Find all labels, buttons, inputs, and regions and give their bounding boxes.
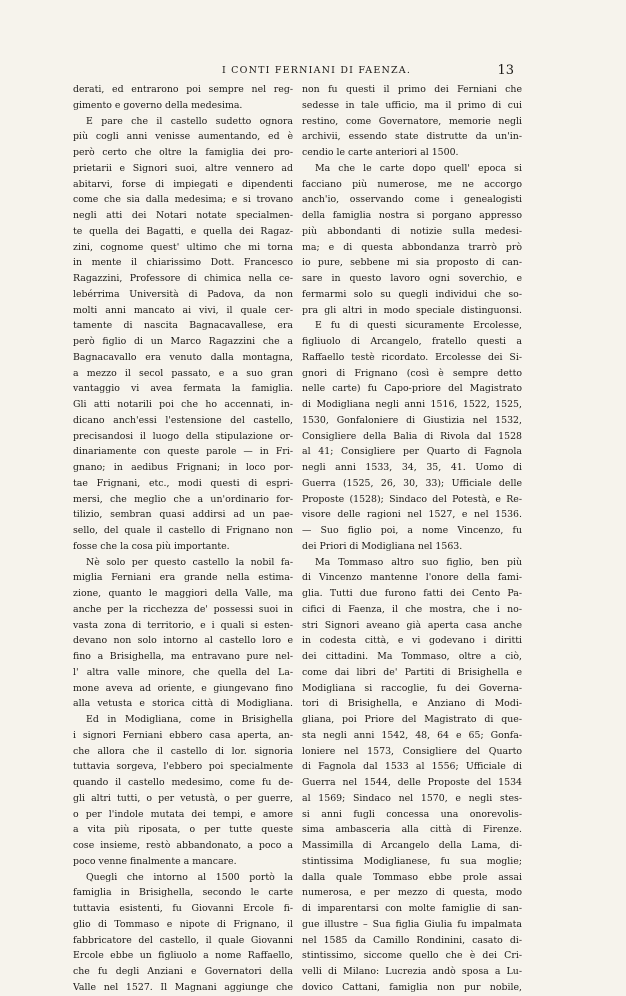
text-line: Gli atti notarili poi che ho accennati, in- [73, 399, 293, 410]
text-line: numerosa, e per mezzo di questa, modo [302, 887, 522, 899]
text-line: come dai libri de' Partiti di Brisighella e [302, 666, 522, 678]
text-line: molti anni mancato ai vivi, il quale cer- [73, 304, 293, 316]
text-line: Raffaello testè ricordato. Ercolesse dei Si- [302, 351, 522, 363]
text-line: più abbondanti di notizie sulla medesi- [302, 225, 522, 237]
text-line: in codesta città, e vi godevano i diritti [302, 635, 522, 647]
text-line: 1530, Gonfaloniere di Giustizia nel 1532, [302, 414, 522, 426]
text-line: Modigliana si raccoglie, fu dei Governa- [302, 682, 522, 694]
text-line: E fu di questi sicuramente Ercolesse, [315, 320, 522, 332]
text-line: Consigliere della Balia di Rivola dal 1528 [302, 430, 522, 442]
text-line: gue illustre – Sua figlia Giulia fu impalmata [302, 918, 522, 930]
text-line: gliana, poi Priore del Magistrato di que- [302, 714, 522, 725]
text-line: tuttavia esistenti, fu Giovanni Ercole fi- [73, 903, 293, 914]
text-line: sta negli anni 1542, 48, 64 e 65; Gonfa- [302, 729, 522, 741]
text-line: Ed in Modigliana, come in Brisighella [86, 714, 293, 725]
text-line: alla vetusta e storica città di Modigliana. [73, 698, 293, 710]
running-header [72, 64, 514, 80]
running-title: I CONTI FERNIANI DI FAENZA. [222, 65, 412, 76]
text-line: dicano anch'essi l'estensione del castello, [73, 414, 293, 426]
text-line: Valle nel 1527. Il Magnani aggiunge che [73, 981, 293, 993]
text-line: della famiglia nostra si porgano appresso [302, 210, 522, 221]
text-line: fosse che la cosa più importante. [73, 540, 230, 552]
text-line: di Modigliana negli anni 1516, 1522, 1525, [302, 399, 522, 410]
text-line: Ma che le carte dopo quell' epoca si [315, 162, 522, 174]
text-line: zione, quanto le maggiori della Valle, ma [73, 588, 293, 599]
text-line: tae Frignani, etc., modi questi di espri- [73, 477, 293, 489]
text-line: stintissimo, siccome quello che è dei Cri- [302, 950, 522, 962]
text-line: precisandosi il luogo della stipulazione or- [73, 430, 293, 442]
text-line: Bagnacavallo era venuto dalla montagna, [73, 351, 293, 363]
text-line: dalla quale Tommaso ebbe prole assai [302, 871, 522, 883]
text-line: di imparentarsi con molte famiglie di san- [302, 903, 522, 914]
text-line: Guerra nel 1544, delle Proposte del 1534 [302, 777, 522, 788]
text-line: sedesse in tale ufficio, ma il primo di cui [302, 99, 522, 111]
text-line: devano non solo intorno al castello loro e [73, 635, 293, 647]
text-line: cifici di Faenza, il che mostra, che i no- [302, 603, 522, 615]
text-line: anch'io, osservando come i genealogisti [302, 194, 522, 206]
text-line: più cogli anni venisse aumentando, ed è [73, 131, 293, 143]
text-line: vasta zona di territorio, e i quali si esten- [73, 619, 293, 631]
text-line: Massimilla di Arcangelo della Lama, di- [302, 840, 522, 851]
text-line: al 1569; Sindaco nel 1570, e negli stes- [302, 792, 522, 804]
text-line: sima ambasceria alla città di Firenze. [302, 824, 522, 836]
text-line: glia. Tutti due furono fatti dei Cento Pa- [302, 588, 522, 599]
text-line: l' altra valle minore, che quella del La- [73, 666, 293, 678]
text-line: Ercole ebbe un figliuolo a nome Raffaello, [73, 950, 293, 962]
text-line: Guerra (1525, 26, 30, 33); Ufficiale delle [302, 477, 522, 489]
text-line: tuttavia sorgeva, l'ebbero poi specialmente [73, 761, 293, 773]
text-line: nel 1585 da Camillo Rondinini, casato di- [302, 934, 522, 946]
text-line: miglia Ferniani era grande nella estima- [73, 572, 293, 584]
text-line: vantaggio vi avea fermata la famiglia. [73, 383, 293, 395]
text-line: tamente di nascita Bagnacavallese, era [73, 320, 293, 332]
text-line: di Vincenzo mantenne l'onore della fami- [302, 572, 522, 584]
text-line: archivii, essendo state distrutte da un'in- [302, 131, 522, 143]
text-line: nelle carte) fu Capo-priore del Magistrato [302, 383, 522, 395]
text-line: prietarii e Signori suoi, altre vennero ad [73, 162, 293, 174]
text-line: Quegli che intorno al 1500 portò la [86, 871, 293, 883]
text-line: che fu degli Anziani e Governatori della [73, 966, 293, 977]
text-line: fino a Brisighella, ma entravano pure nel- [73, 651, 293, 662]
text-line: quando il castello medesimo, come fu de- [73, 777, 293, 788]
text-line: però figlio di un Marco Ragazzini che a [73, 336, 293, 347]
left-column [73, 82, 293, 996]
text-line: visore delle ragioni nel 1527, e nel 1536. [302, 509, 522, 521]
text-line: gimento e governo della medesima. [73, 99, 243, 111]
text-line: zini, cognome quest' ultimo che mi torna [73, 241, 293, 253]
text-line: non fu questi il primo dei Ferniani che [302, 84, 522, 95]
text-line: velli di Milano: Lucrezia andò sposa a Lu- [302, 966, 522, 977]
text-line: cendio le carte anteriori al 1500. [302, 147, 459, 158]
text-line: tori di Brisighella, e Anziano di Modi- [302, 698, 522, 710]
text-line: derati, ed entrarono poi sempre nel reg- [73, 84, 293, 95]
text-line: Proposte (1528); Sindaco del Potestà, e Re- [302, 493, 522, 505]
text-line: Ma Tommaso altro suo figlio, ben più [315, 556, 522, 568]
text-line: — Suo figlio poi, a nome Vincenzo, fu [302, 525, 522, 536]
text-line: gnano; in aedibus Frignani; in loco por- [73, 462, 293, 473]
text-line: i signori Ferniani ebbero casa aperta, an- [73, 729, 293, 741]
text-line: sare in questo lavoro ogni soverchio, e [302, 273, 522, 284]
text-line: però certo che oltre la famiglia dei pro- [73, 147, 293, 158]
text-line: anche per la ricchezza de' possessi suoi in [73, 603, 293, 615]
text-line: E pare che il castello sudetto ognora [86, 115, 293, 127]
text-line: negli anni 1533, 34, 35, 41. Uomo di [302, 462, 522, 473]
text-line: cose insieme, restò abbandonato, a poco a [73, 840, 293, 851]
right-column [302, 82, 522, 996]
text-line: facciano più numerose, me ne accorgo [302, 178, 522, 190]
text-line: restino, come Governatore, memorie negli [302, 115, 522, 127]
text-line: sello, del quale il castello di Frignano non [73, 525, 293, 536]
text-line: in mente il chiarissimo Dott. Francesco [73, 257, 293, 269]
text-line: stri Signori aveano già aperta casa anche [302, 619, 522, 631]
text-line: al 41; Consigliere per Quarto di Fagnola [302, 446, 522, 458]
text-line: come che sia dalla medesima; e si trovano [73, 194, 293, 206]
text-line: loniere nel 1573, Consigliere del Quarto [302, 745, 522, 757]
text-line: a vita più riposata, o per tutte queste [73, 824, 293, 836]
text-line: pra gli altri in modo speciale distinguonsi. [302, 304, 522, 316]
text-line: glio di Tommaso e nipote di Frignano, il [73, 918, 293, 930]
text-line: dinariamente con queste parole — in Fri- [73, 446, 293, 458]
text-line: a mezzo il secol passato, e a suo gran [73, 367, 293, 379]
text-line: dei cittadini. Ma Tommaso, oltre a ciò, [302, 651, 522, 662]
text-line: dovico Cattani, famiglia non pur nobile, [302, 981, 522, 993]
text-line: poco venne finalmente a mancare. [73, 855, 237, 867]
text-line: dei Priori di Modigliana nel 1563. [302, 540, 463, 552]
text-line: figliuolo di Arcangelo, fratello questi a [302, 336, 522, 347]
text-line: abitarvi, forse di impiegati e dipendenti [73, 178, 293, 190]
text-line: mersi, che meglio che a un'ordinario for- [73, 493, 293, 505]
text-line: mone aveva ad oriente, e giungevano fino [73, 682, 293, 694]
text-line: stintissima Modiglianese, fu sua moglie; [302, 855, 522, 867]
text-line: fermarmi solo su quegli individui che so- [302, 288, 522, 300]
text-line: te quella dei Bagatti, e quella dei Ragaz- [73, 225, 293, 237]
text-line: che allora che il castello di lor. signoria [73, 745, 293, 757]
page-number: 13 [497, 63, 514, 78]
text-line: io pure, sebbene mi sia proposto di can- [302, 257, 522, 269]
text-line: tilizio, sembran quasi addirsi ad un pae- [73, 509, 293, 521]
text-line: Nè solo per questo castello la nobil fa- [86, 556, 293, 568]
text-line: gli altri tutti, o per vetustà, o per guerre, [73, 792, 293, 804]
text-line: o per l'indole mutata dei tempi, e amore [73, 808, 293, 820]
text-line: si anni fugli concessa una onorevolis- [302, 808, 522, 820]
text-line: di Fagnola dal 1533 al 1556; Ufficiale di [302, 761, 522, 773]
text-line: gnori di Frignano (così è sempre detto [302, 367, 522, 379]
text-line: lebérrima Università di Padova, da non [73, 288, 293, 300]
text-line: famiglia in Brisighella, secondo le carte [73, 887, 293, 899]
text-line: fabbricatore del castello, il quale Giovanni [73, 934, 293, 946]
text-line: negli atti dei Notari notate specialmen- [73, 210, 293, 221]
text-line: Ragazzini, Professore di chimica nella ce- [73, 273, 293, 284]
text-line: ma; e di questa abbondanza trarrò prò [302, 241, 522, 253]
